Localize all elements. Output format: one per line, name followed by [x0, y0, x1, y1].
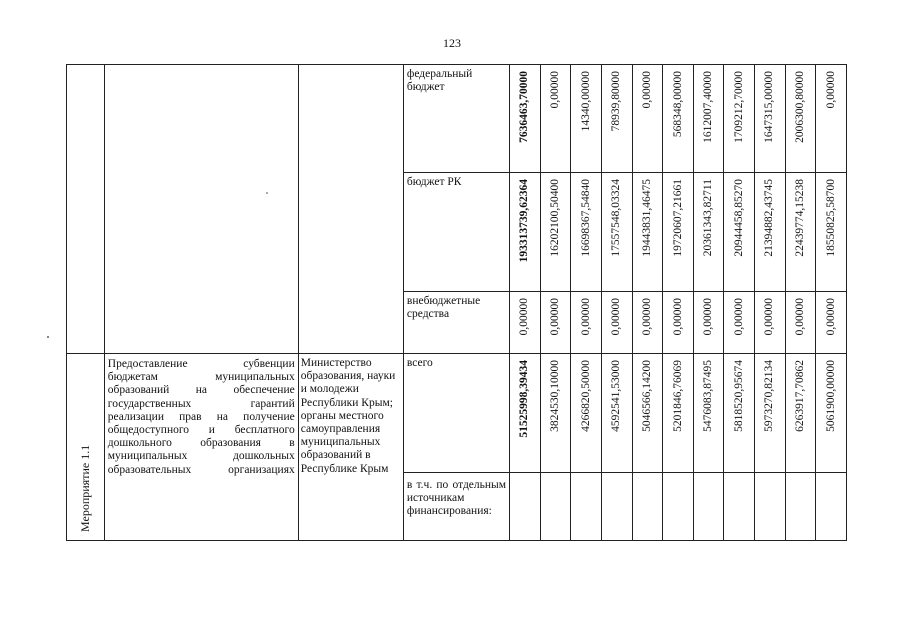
year-value: 14340,00000: [579, 71, 592, 132]
year-value: 5201846,76069: [671, 360, 684, 432]
year-cell: [663, 65, 694, 173]
year-cell: [785, 292, 816, 354]
year-value: 0,00000: [549, 71, 561, 109]
year-cell: [540, 354, 571, 473]
year-value: 22439774,15238: [794, 179, 806, 257]
total-cell: [510, 354, 541, 473]
year-value: 3824530,10000: [549, 360, 561, 432]
year-value: 0,00000: [824, 298, 837, 336]
source-label: всего: [406, 357, 433, 369]
year-value: 0,00000: [640, 298, 653, 336]
year-cell: [724, 354, 755, 473]
responsible-executor: Министерство образования, науки и молодежи Республики Крым; органы местного самоуправления муниципальных образований в Республике Крым: [300, 357, 396, 475]
year-cell: [632, 65, 663, 173]
year-value: 5818520,95674: [732, 360, 745, 432]
year-value: 0,00000: [794, 298, 806, 336]
page-number: 123: [443, 36, 461, 50]
year-cell: [693, 354, 724, 473]
year-cell: [755, 173, 786, 292]
year-cell: [755, 354, 786, 473]
year-value: 2006300,80000: [794, 71, 806, 143]
year-value: 1612007,40000: [702, 71, 715, 143]
total-value: 0,00000: [518, 298, 531, 336]
year-value: 0,00000: [763, 298, 776, 336]
year-cell: [601, 354, 632, 473]
year-value: 4266820,50000: [579, 360, 592, 432]
year-cell: [816, 65, 847, 173]
source-label: внебюджетные средства: [406, 295, 481, 321]
year-cell: [724, 472, 755, 540]
source-cell: [403, 472, 509, 540]
year-cell: [632, 354, 663, 473]
year-value: 19443831,46475: [640, 179, 653, 257]
year-cell: [693, 292, 724, 354]
year-value: 17557548,03324: [610, 179, 623, 257]
year-value: 0,00000: [640, 71, 653, 109]
year-value: 568348,00000: [671, 71, 684, 138]
year-cell: [571, 65, 602, 173]
year-cell: [693, 65, 724, 173]
year-cell: [755, 65, 786, 173]
total-cell: [510, 472, 541, 540]
year-cell: [540, 173, 571, 292]
scan-speck: [266, 192, 268, 194]
year-cell: [663, 472, 694, 540]
year-cell: [540, 65, 571, 173]
total-cell: [510, 65, 541, 173]
year-cell: [601, 65, 632, 173]
year-cell: [540, 472, 571, 540]
year-cell: [785, 472, 816, 540]
total-cell: [510, 173, 541, 292]
year-cell: [663, 292, 694, 354]
year-cell: [601, 173, 632, 292]
year-cell: [632, 472, 663, 540]
year-value: 0,00000: [702, 298, 715, 336]
source-label: бюджет РК: [406, 176, 462, 188]
year-cell: [724, 292, 755, 354]
measure-label-cell: [67, 354, 105, 541]
year-cell: [571, 472, 602, 540]
source-label: федеральный бюджет: [406, 68, 473, 94]
year-cell: [816, 472, 847, 540]
year-value: 16202100,50400: [549, 179, 561, 257]
total-cell: [510, 292, 541, 354]
year-value: 4592541,53000: [610, 360, 623, 432]
year-value: 0,00000: [671, 298, 684, 336]
year-value: 19720607,21661: [671, 179, 684, 257]
source-cell: [403, 65, 509, 173]
source-label: в т.ч. по отдельным источникам финансирования:: [406, 478, 507, 518]
year-cell: [724, 173, 755, 292]
year-cell: [785, 354, 816, 473]
total-value: 193313739,62364: [518, 179, 531, 263]
scan-speck: [47, 336, 49, 338]
year-value: 1709212,70000: [732, 71, 745, 143]
year-value: 20361343,82711: [702, 179, 715, 257]
year-cell: [693, 173, 724, 292]
year-cell: [601, 292, 632, 354]
year-cell: [632, 173, 663, 292]
year-cell: [755, 472, 786, 540]
measure-label: Мероприятие 1.1: [77, 444, 92, 532]
year-value: 5476083,87495: [702, 360, 715, 432]
year-value: 20944458,85270: [732, 179, 745, 257]
year-cell: [663, 173, 694, 292]
year-cell: [540, 292, 571, 354]
year-cell: [785, 65, 816, 173]
year-cell: [632, 292, 663, 354]
responsible-cell: [298, 354, 403, 541]
year-cell: [601, 472, 632, 540]
measure-description-cell: [104, 354, 298, 541]
year-value: 5973270,82134: [763, 360, 776, 432]
year-value: 21394882,43745: [763, 179, 776, 257]
year-cell: [663, 354, 694, 473]
year-cell: [571, 292, 602, 354]
year-cell: [816, 292, 847, 354]
year-value: 6263917,70862: [794, 360, 806, 432]
year-cell: [571, 354, 602, 473]
year-value: 1647315,00000: [763, 71, 776, 143]
source-cell: [403, 354, 509, 473]
year-value: 18550825,58700: [824, 179, 837, 257]
empty-cell: [67, 65, 105, 354]
year-value: 5046566,14200: [640, 360, 653, 432]
year-cell: [724, 65, 755, 173]
table-row: [67, 354, 847, 473]
total-value: 51525998,39434: [518, 360, 531, 438]
year-value: 16698367,54840: [579, 179, 592, 257]
year-value: 0,00000: [610, 298, 623, 336]
year-value: 5061900,00000: [824, 360, 837, 432]
year-value: 0,00000: [579, 298, 592, 336]
financing-table: [66, 64, 847, 541]
empty-cell: [104, 65, 298, 354]
year-cell: [571, 173, 602, 292]
source-cell: [403, 292, 509, 354]
year-cell: [755, 292, 786, 354]
year-value: 0,00000: [732, 298, 745, 336]
year-value: 78939,80000: [610, 71, 623, 132]
year-value: 0,00000: [824, 71, 837, 109]
source-cell: [403, 173, 509, 292]
year-cell: [693, 472, 724, 540]
year-value: 0,00000: [549, 298, 561, 336]
empty-cell: [298, 65, 403, 354]
measure-description: Предоставление субвенции бюджетам муниципальных образований на обеспечение государственных гарантий реализации прав на получение общедоступного и бесплатного дошкольного образования в муниципальных дошкольных образовательных организациях: [107, 358, 295, 476]
year-cell: [785, 173, 816, 292]
year-cell: [816, 173, 847, 292]
table-row: [67, 65, 847, 173]
year-cell: [816, 354, 847, 473]
total-value: 7636463,70000: [518, 71, 531, 143]
